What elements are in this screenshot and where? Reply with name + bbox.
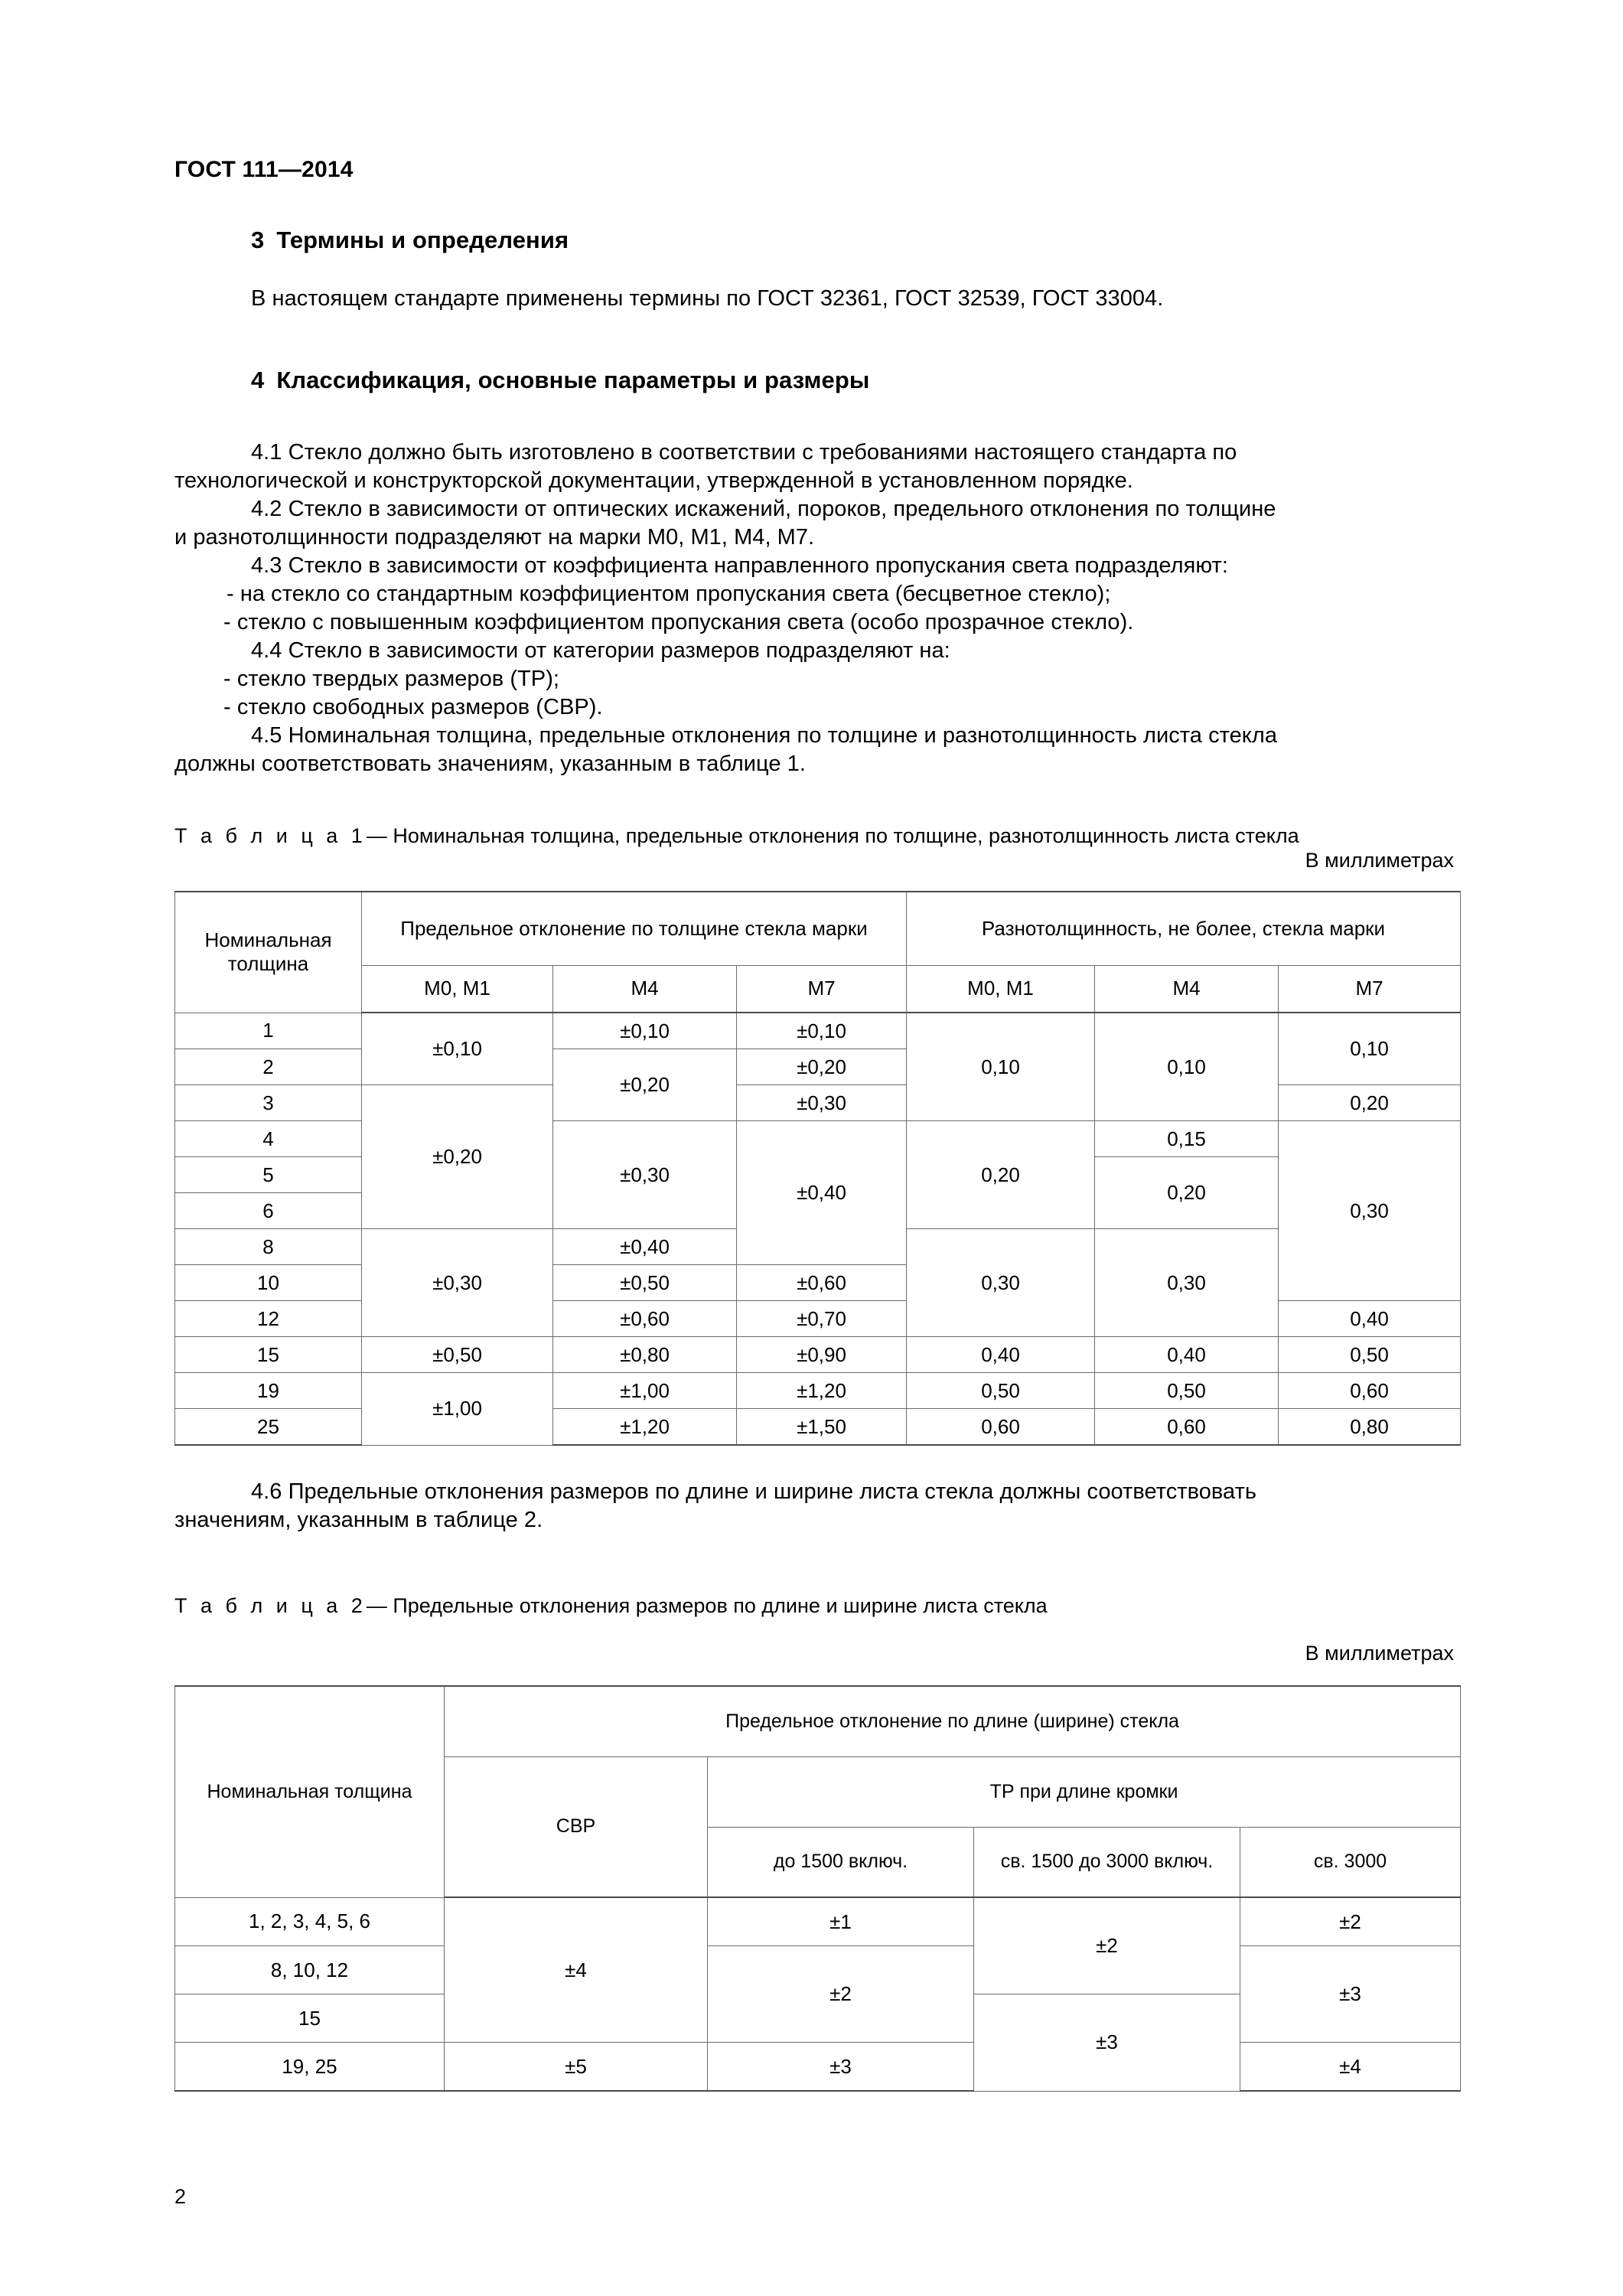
- table-1-thickness-value: 5: [175, 1157, 362, 1193]
- section-3-number: 3: [251, 227, 265, 253]
- clause-4-3: 4.3 Стекло в зависимости от коэффициента направленного пропускания света подразделяют:: [251, 553, 1228, 578]
- table-2-thickness-value: 1, 2, 3, 4, 5, 6: [175, 1897, 445, 1946]
- table-2-tr-up-to-1500: ±2: [708, 1946, 974, 2043]
- table-1-header-mark-3: М7: [737, 965, 907, 1013]
- table-1-caption-block: [174, 823, 1454, 872]
- table-1-caption-label: Т а б л и ц а 1: [174, 824, 367, 847]
- table-1-variation-m4: 0,30: [1095, 1229, 1279, 1337]
- table-1-deviation-m7: ±1,20: [737, 1373, 907, 1409]
- table-1-thickness-value: 10: [175, 1265, 362, 1301]
- table-row: [175, 1897, 1461, 1946]
- table-2-tr-over-3000: ±4: [1240, 2043, 1461, 2092]
- clauses-block: [174, 439, 1454, 778]
- table-1-thickness-value: 1: [175, 1013, 362, 1049]
- table-2-caption: [174, 1593, 1454, 1619]
- section-3-heading: [251, 227, 1454, 254]
- table-2-caption-label: Т а б л и ц а 2: [174, 1594, 367, 1617]
- page-content: [174, 214, 1454, 2092]
- table-1-variation-m0m1: 0,10: [907, 1013, 1095, 1121]
- table-row: [175, 2043, 1461, 2092]
- table-1-deviation-m7: ±1,50: [737, 1409, 907, 1446]
- table-1-deviation-m4: ±0,80: [553, 1337, 737, 1373]
- table-row: [175, 1337, 1461, 1373]
- table-1-variation-m0m1: 0,50: [907, 1373, 1095, 1409]
- table-1-header-mark-4: М0, М1: [907, 965, 1095, 1013]
- table-1-deviation-m4: ±0,30: [553, 1121, 737, 1229]
- table-2-svr-value: ±5: [445, 2043, 708, 2092]
- clause-4-6-line1: 4.6 Предельные отклонения размеров по длине и ширине листа стекла должны соответствовать: [251, 1479, 1257, 1504]
- table-1-variation-m0m1: 0,40: [907, 1337, 1095, 1373]
- table-1-variation-m7: 0,50: [1279, 1337, 1461, 1373]
- clause-4-6-line2: значениям, указанным в таблице 2.: [174, 1508, 543, 1532]
- table-1-deviation-m0m1: ±1,00: [362, 1373, 553, 1446]
- table-1-variation-m7: 0,30: [1279, 1121, 1461, 1301]
- table-1-header-group-deviation: Предельное отклонение по толщине стекла марки: [362, 892, 907, 965]
- table-1-caption-text: — Номинальная толщина, предельные отклонения по толщине, разнотолщинность листа стекла: [366, 824, 1299, 847]
- table-1-thickness-value: 19: [175, 1373, 362, 1409]
- table-1-caption: [174, 823, 1454, 849]
- clause-4-5-line1: 4.5 Номинальная толщина, предельные отклонения по толщине и разнотолщинность листа стекла: [251, 723, 1278, 748]
- table-1-header-mark-6: М7: [1279, 965, 1461, 1013]
- clause-4-1-line2: технологической и конструкторской документации, утвержденной в установленном порядке.: [174, 468, 1133, 493]
- section-4-heading: [251, 367, 1454, 394]
- section-3-intro: В настоящем стандарте применены термины по ГОСТ 32361, ГОСТ 32539, ГОСТ 33004.: [251, 286, 1164, 311]
- page-number: 2: [174, 2185, 187, 2208]
- table-1-variation-m7: 0,60: [1279, 1373, 1461, 1409]
- table-2-units: В миллиметрах: [1305, 1642, 1454, 1665]
- table-2-header-edge-3: св. 3000: [1240, 1827, 1461, 1897]
- table-1-variation-m7: 0,20: [1279, 1085, 1461, 1121]
- table-2-thickness-value: 8, 10, 12: [175, 1946, 445, 1994]
- table-1: [174, 891, 1461, 1446]
- table-1-deviation-m7: ±0,10: [737, 1013, 907, 1049]
- table-1-variation-m7: 0,10: [1279, 1013, 1461, 1085]
- table-row: [175, 1373, 1461, 1409]
- table-2-tr-1500-3000: ±3: [974, 1994, 1240, 2092]
- table-2-thickness-value: 15: [175, 1994, 445, 2043]
- table-1-deviation-m7: ±0,40: [737, 1121, 907, 1265]
- table-1-deviation-m4: ±0,20: [553, 1049, 737, 1121]
- table-1-variation-m4: 0,15: [1095, 1121, 1279, 1157]
- clause-4-3-dash-1: - на стекло со стандартным коэффициентом пропускания света (бесцветное стекло);: [227, 582, 1111, 606]
- clause-4-5-line2: должны соответствовать значениям, указанным в таблице 1.: [174, 752, 806, 776]
- table-2-thickness-value: 19, 25: [175, 2043, 445, 2092]
- table-1-header-thickness: Номинальная толщина: [175, 892, 362, 1013]
- running-head: ГОСТ 111—2014: [174, 157, 354, 182]
- table-1-deviation-m0m1: ±0,20: [362, 1085, 553, 1229]
- table-1-header-group-variation: Разнотолщинность, не более, стекла марки: [907, 892, 1461, 965]
- table-2-caption-text: — Предельные отклонения размеров по длине и ширине листа стекла: [366, 1594, 1048, 1617]
- table-2-tr-up-to-1500: ±3: [708, 2043, 974, 2092]
- table-2-tr-over-3000: ±3: [1240, 1946, 1461, 2043]
- table-2: [174, 1685, 1461, 2092]
- table-1-thickness-value: 3: [175, 1085, 362, 1121]
- table-1-variation-m7: 0,80: [1279, 1409, 1461, 1446]
- table-1-variation-m4: 0,50: [1095, 1373, 1279, 1409]
- section-3-title: Термины и определения: [276, 227, 569, 253]
- clause-4-3-dash-2: - стекло с повышенным коэффициентом пропускания света (особо прозрачное стекло).: [223, 610, 1134, 634]
- table-2-header-group: Предельное отклонение по длине (ширине) стекла: [445, 1686, 1461, 1756]
- table-1-deviation-m4: ±1,00: [553, 1373, 737, 1409]
- table-row: [175, 1946, 1461, 1994]
- section-4-number: 4: [251, 367, 265, 393]
- table-1-deviation-m0m1: ±0,50: [362, 1337, 553, 1373]
- section-3-heading-wrap: [251, 227, 1454, 254]
- table-1-thickness-value: 8: [175, 1229, 362, 1265]
- clause-4-6-block: [174, 1478, 1454, 1534]
- table-1-deviation-m7: ±0,30: [737, 1085, 907, 1121]
- clause-4-1-line1: 4.1 Стекло должно быть изготовлено в соответствии с требованиями настоящего стандарта по: [251, 440, 1237, 465]
- table-1-thickness-value: 25: [175, 1409, 362, 1446]
- table-2-caption-block: [174, 1593, 1454, 1665]
- table-1-deviation-m0m1: ±0,30: [362, 1229, 553, 1337]
- table-1-units: В миллиметрах: [1305, 849, 1454, 872]
- table-1-variation-m0m1: 0,30: [907, 1229, 1095, 1337]
- clause-4-4-dash-1: - стекло твердых размеров (ТР);: [223, 667, 560, 691]
- table-1-deviation-m7: ±0,70: [737, 1301, 907, 1337]
- table-1-thickness-value: 4: [175, 1121, 362, 1157]
- table-1-header-mark-5: М4: [1095, 965, 1279, 1013]
- table-1-thickness-value: 12: [175, 1301, 362, 1337]
- table-1-variation-m0m1: 0,20: [907, 1121, 1095, 1229]
- table-1-deviation-m7: ±0,90: [737, 1337, 907, 1373]
- table-1-deviation-m4: ±0,10: [553, 1013, 737, 1049]
- table-1-header-mark-1: М0, М1: [362, 965, 553, 1013]
- table-1-thickness-value: 6: [175, 1193, 362, 1229]
- section-4-heading-wrap: [251, 367, 1454, 394]
- table-1-thickness-value: 15: [175, 1337, 362, 1373]
- table-1-header-row-1: [175, 892, 1461, 965]
- table-1-variation-m4: 0,20: [1095, 1157, 1279, 1229]
- table-1-deviation-m0m1: ±0,10: [362, 1013, 553, 1085]
- table-2-svr-value: ±4: [445, 1897, 708, 2043]
- table-1-variation-m4: 0,10: [1095, 1013, 1279, 1121]
- table-2-header-edge-1: до 1500 включ.: [708, 1827, 974, 1897]
- table-2-header-edge-2: св. 1500 до 3000 включ.: [974, 1827, 1240, 1897]
- table-1-header-row-2: [175, 965, 1461, 1013]
- section-4-title: Классификация, основные параметры и размеры: [276, 367, 870, 393]
- table-1-variation-m4: 0,60: [1095, 1409, 1279, 1446]
- table-1-thickness-value: 2: [175, 1049, 362, 1085]
- table-2-tr-over-3000: ±2: [1240, 1897, 1461, 1946]
- clause-4-2-line1: 4.2 Стекло в зависимости от оптических искажений, пороков, предельного отклонения по толщине: [251, 497, 1276, 521]
- table-1-deviation-m4: ±0,50: [553, 1265, 737, 1301]
- table-2-header-row-1: [175, 1686, 1461, 1756]
- table-1-variation-m0m1: 0,60: [907, 1409, 1095, 1446]
- table-1-deviation-m4: ±1,20: [553, 1409, 737, 1446]
- table-1-deviation-m4: ±0,60: [553, 1301, 737, 1337]
- table-2-header-tr: ТР при длине кромки: [708, 1756, 1461, 1827]
- clause-4-4: 4.4 Стекло в зависимости от категории размеров подразделяют на:: [251, 638, 950, 663]
- table-2-header-svr: СВР: [445, 1756, 708, 1897]
- table-1-variation-m7: 0,40: [1279, 1301, 1461, 1337]
- table-2-tr-1500-3000: ±2: [974, 1897, 1240, 1994]
- table-row: [175, 1013, 1461, 1049]
- clause-4-4-dash-2: - стекло свободных размеров (СВР).: [223, 695, 603, 719]
- table-2-tr-up-to-1500: ±1: [708, 1897, 974, 1946]
- table-1-header-mark-2: М4: [553, 965, 737, 1013]
- table-1-variation-m4: 0,40: [1095, 1337, 1279, 1373]
- table-1-deviation-m4: ±0,40: [553, 1229, 737, 1265]
- clause-4-2-line2: и разнотолщинности подразделяют на марки М0, М1, М4, М7.: [174, 525, 815, 550]
- table-2-header-thickness: Номинальная толщина: [175, 1686, 445, 1897]
- table-1-deviation-m7: ±0,60: [737, 1265, 907, 1301]
- table-1-deviation-m7: ±0,20: [737, 1049, 907, 1085]
